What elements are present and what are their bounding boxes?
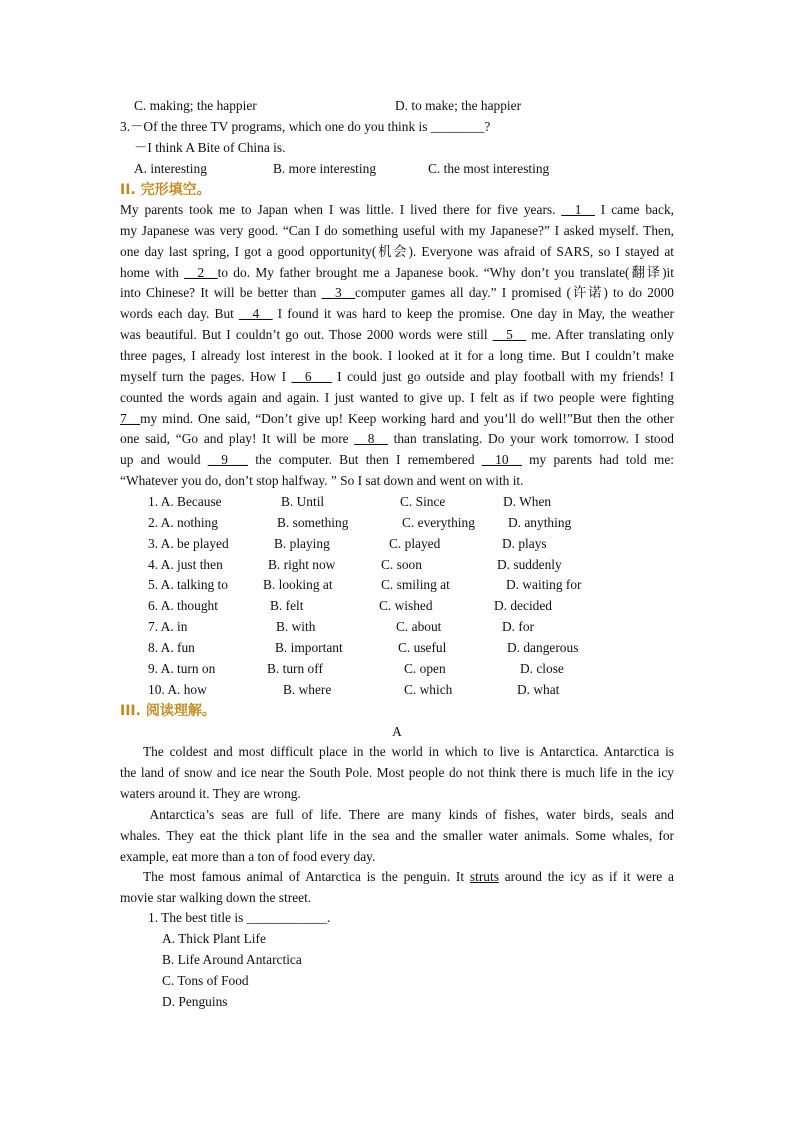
reading-line <box>120 828 674 844</box>
blank: __5__ <box>492 327 527 343</box>
cloze-option: 4. A. just then <box>148 556 223 572</box>
cloze-option: D. what <box>517 681 560 697</box>
blank: __9___ <box>207 452 248 468</box>
cloze-option: C. played <box>389 535 441 551</box>
section-title-reading: III. 阅读理解。 <box>120 703 216 719</box>
passage-line <box>120 390 674 406</box>
cloze-option: D. plays <box>502 535 547 551</box>
cloze-option: 5. A. talking to <box>148 577 228 593</box>
text-run: than translating. Do your work tomorrow. I stood <box>387 431 674 447</box>
blank: __2__ <box>184 264 218 280</box>
cloze-option: 9. A. turn on <box>148 660 216 676</box>
blank: __1__ <box>561 202 595 217</box>
underlined-word: struts <box>469 869 499 885</box>
reading-line <box>120 849 674 865</box>
cloze-option: C. everything <box>402 514 475 530</box>
text-run: myself turn the pages. How I <box>120 368 292 384</box>
text-run: counted the words again and again. I just wanted to give up. I felt as if two people were fighting <box>120 389 674 405</box>
passage-label: A <box>392 724 402 739</box>
cloze-option: 8. A. fun <box>148 639 195 655</box>
text-run: home with <box>120 264 185 280</box>
reading-option: B. Life Around Antarctica <box>162 951 302 967</box>
blank: 7__ <box>120 410 141 426</box>
text-run: words each day. But <box>120 306 240 322</box>
text-run: up and would <box>120 452 208 468</box>
passage-line <box>120 369 674 385</box>
text-run: The most famous animal of Antarctica is the penguin. It <box>120 869 470 885</box>
text-run: My parents took me to Japan when I was little. I lived there for five years. <box>120 202 562 217</box>
q2-option-d: D. to make; the happier <box>395 98 522 113</box>
passage-line <box>120 244 674 260</box>
cloze-option: 3. A. be played <box>148 535 229 551</box>
text-run: waters around it. They are wrong. <box>120 785 301 801</box>
passage-line <box>120 348 674 364</box>
cloze-option: 7. A. in <box>148 619 188 635</box>
passage-line <box>120 327 674 343</box>
text-run: the land of snow and ice near the South Pole. Most people do not think there is much life in the icy <box>120 764 674 780</box>
cloze-option: D. anything <box>508 514 572 530</box>
cloze-option: B. something <box>277 514 349 530</box>
passage-line <box>120 265 674 281</box>
cloze-option: D. for <box>502 619 534 635</box>
passage-line <box>120 202 674 218</box>
cloze-option: 10. A. how <box>148 681 207 697</box>
q3-option-c: C. the most interesting <box>428 161 550 176</box>
cloze-option: D. When <box>503 494 552 509</box>
cloze-option: C. useful <box>398 639 447 655</box>
passage-line <box>120 473 674 489</box>
text-run: I could just go outside and play football with my friends! I <box>331 368 674 384</box>
cloze-option: D. waiting for <box>506 577 582 593</box>
text-run: one day last spring, I got a good opportunity(机会). Everyone was afraid of SARS, so I stayed at <box>120 243 674 259</box>
reading-line <box>120 869 674 885</box>
reading-question-1: 1. The best title is ____________. <box>148 910 331 925</box>
cloze-option: C. about <box>396 619 442 635</box>
reading-option: D. Penguins <box>162 993 228 1009</box>
blank: __10__ <box>481 452 522 468</box>
cloze-option: C. soon <box>381 556 422 572</box>
cloze-option: B. looking at <box>263 577 333 593</box>
cloze-option: C. open <box>404 660 446 676</box>
text-run: I came back, <box>594 202 674 217</box>
passage-line <box>120 285 674 301</box>
blank: __6___ <box>291 368 332 384</box>
passage-line <box>120 306 674 322</box>
text-run: “Whatever you do, don’t stop halfway. ” So I sat down and went on with it. <box>120 473 524 489</box>
text-run: was beautiful. But I couldn’t go out. Those 2000 words were still <box>120 327 493 343</box>
blank: __3__ <box>321 285 356 301</box>
cloze-option: B. right now <box>268 556 336 572</box>
text-run: whales. They eat the thick plant life in the sea and the smaller water animals. Some whales, for <box>120 827 674 843</box>
cloze-option: D. suddenly <box>497 556 562 572</box>
text-run: around the icy as if it were a <box>498 869 674 885</box>
text-run: my mind. One said, “Don’t give up! Keep working hard and you’ll do well!”But then the other <box>140 410 674 426</box>
q3-answer: －I think A Bite of China is. <box>134 140 286 155</box>
cloze-option: B. with <box>276 619 316 635</box>
cloze-option: C. smiling at <box>381 577 450 593</box>
q3-stem: 3.－Of the three TV programs, which one do you think is ________? <box>120 119 491 134</box>
passage-line <box>120 431 674 447</box>
passage-line <box>120 223 674 239</box>
cloze-option: B. Until <box>281 494 325 509</box>
text-run: computer games all day.” I promised (许诺) to do 2000 <box>355 285 674 301</box>
q2-option-c: C. making; the happier <box>134 98 257 113</box>
blank: __4__ <box>239 306 273 322</box>
cloze-option: D. dangerous <box>507 639 579 655</box>
blank: __8__ <box>354 431 388 447</box>
text-run: the computer. But then I remembered <box>248 452 482 468</box>
text-run: one said, “Go and play! It will be more <box>120 431 355 447</box>
text-run: my parents had told me: <box>521 452 674 468</box>
text-run: movie star walking down the street. <box>120 890 312 906</box>
reading-line <box>120 765 674 781</box>
passage-line <box>120 411 674 427</box>
reading-line <box>120 890 674 906</box>
cloze-option: 6. A. thought <box>148 598 218 614</box>
text-run: into Chinese? It will be better than <box>120 285 322 301</box>
cloze-option: D. close <box>520 660 564 676</box>
reading-line <box>120 807 674 823</box>
cloze-option: C. wished <box>379 598 433 614</box>
q3-option-b: B. more interesting <box>273 161 377 176</box>
text-run: The coldest and most difficult place in the world in which to live is Antarctica. Antarctica is <box>120 744 674 759</box>
text-run: me. After translating only <box>526 327 674 343</box>
reading-option: C. Tons of Food <box>162 972 249 988</box>
text-run: Antarctica’s seas are full of life. There are many kinds of fishes, water birds, seals and <box>120 806 674 822</box>
text-run: example, eat more than a ton of food every day. <box>120 848 376 864</box>
cloze-option: D. decided <box>494 598 553 614</box>
cloze-option: B. turn off <box>267 660 323 676</box>
cloze-option: B. felt <box>270 598 304 614</box>
passage-line <box>120 452 674 468</box>
q3-option-a: A. interesting <box>134 161 207 176</box>
text-run: my Japanese was very good. “Can I do something useful with my Japanese?” I asked myself. Then, <box>120 222 674 238</box>
cloze-option: C. Since <box>400 494 446 509</box>
reading-line <box>120 786 674 802</box>
reading-line <box>120 744 674 760</box>
text-run: three pages, I already lost interest in the book. I looked at it for a long time. But I couldn’t make <box>120 347 674 363</box>
cloze-option: B. playing <box>274 535 330 551</box>
cloze-option: 2. A. nothing <box>148 514 218 530</box>
cloze-option: C. which <box>404 681 453 697</box>
cloze-option: B. where <box>283 681 332 697</box>
reading-option: A. Thick Plant Life <box>162 931 266 946</box>
text-run: I found it was hard to keep the promise. One day in May, the weather <box>272 306 674 322</box>
section-title-cloze: II. 完形填空。 <box>120 182 211 198</box>
cloze-option: B. important <box>275 639 343 655</box>
cloze-option: 1. A. Because <box>148 494 222 509</box>
text-run: to do. My father brought me a Japanese book. “Why don’t you translate(翻译)it <box>217 264 674 280</box>
